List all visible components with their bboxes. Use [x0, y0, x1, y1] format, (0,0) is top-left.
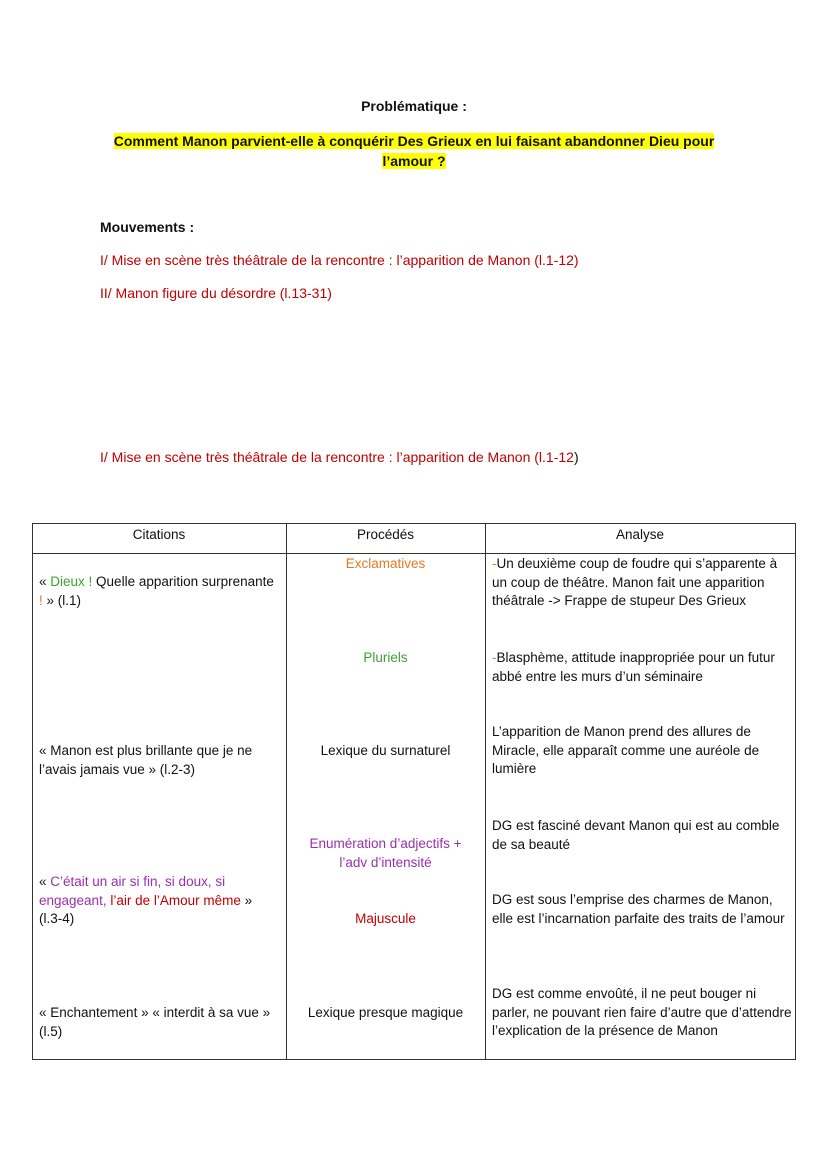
header-citations: Citations [132, 527, 186, 542]
header-procedes: Procédés [356, 527, 415, 542]
procede-surnaturel: Lexique du surnaturel [320, 743, 451, 758]
question-line-1: Comment Manon parvient-elle à conquérir Des Grieux en lui faisant abandonner Dieu pour [113, 133, 715, 149]
section-title-main: I/ Mise en scène très théâtrale de la rencontre : l’apparition de Manon (l.1-12 [100, 449, 574, 465]
table-header-divider [32, 553, 796, 554]
table-border-right [795, 523, 796, 1060]
page-heading: Problématique : [361, 98, 467, 114]
procede-majuscule: Majuscule [355, 911, 416, 926]
table-border-left [32, 523, 33, 1060]
procede-enumeration: Enumération d’adjectifs + l’adv d’intensité [309, 836, 462, 870]
section-title [100, 449, 579, 465]
section-title-end: ) [573, 449, 579, 465]
table-column-divider-1 [286, 523, 287, 1060]
problem-question [90, 131, 738, 171]
analyse-1: -Un deuxième coup de foudre qui s’apparente à un coup de théâtre. Manon fait une apparition théâtrale -> Frappe de stupeur Des Grieux [492, 556, 778, 608]
procede-magique: Lexique presque magique [307, 1005, 464, 1020]
movement-item-1: I/ Mise en scène très théâtrale de la rencontre : l’apparition de Manon (l.1-12) [100, 252, 579, 268]
table-column-divider-2 [485, 523, 486, 1060]
header-analyse: Analyse [615, 527, 665, 542]
procede-exclamatives: Exclamatives [345, 556, 426, 571]
movements-heading: Mouvements : [100, 219, 195, 235]
question-line-2: l’amour ? [382, 153, 446, 169]
citation-3: « C’était un air si fin, si doux, si engageant, l’air de l’Amour même » (l.3-4) [39, 874, 253, 926]
citation-2: « Manon est plus brillante que je ne l’avais jamais vue » (l.2-3) [39, 743, 253, 777]
analyse-6: DG est comme envoûté, il ne peut bouger ni parler, ne pouvant rien faire d’autre que d’attendre l’explication de la présence de Manon [492, 986, 792, 1038]
analyse-3: L’apparition de Manon prend des allures de Miracle, elle apparaît comme une auréole de lumière [492, 724, 760, 776]
analyse-4: DG est fasciné devant Manon qui est au comble de sa beauté [492, 818, 780, 852]
table-border-bottom [32, 1059, 796, 1060]
analysis-table [32, 523, 796, 1060]
analyse-2: -Blasphème, attitude inappropriée pour un futur abbé entre les murs d’un séminaire [492, 650, 775, 684]
table-border-top [32, 523, 796, 524]
procede-pluriels: Pluriels [363, 650, 408, 665]
citation-4: « Enchantement » « interdit à sa vue » (l.5) [39, 1005, 271, 1039]
citation-1: « Dieux ! Quelle apparition surprenante ! » (l.1) [39, 574, 274, 608]
movement-item-2: II/ Manon figure du désordre (l.13-31) [100, 285, 332, 301]
analyse-5: DG est sous l’emprise des charmes de Manon, elle est l’incarnation parfaite des traits de l’amour [492, 892, 785, 926]
